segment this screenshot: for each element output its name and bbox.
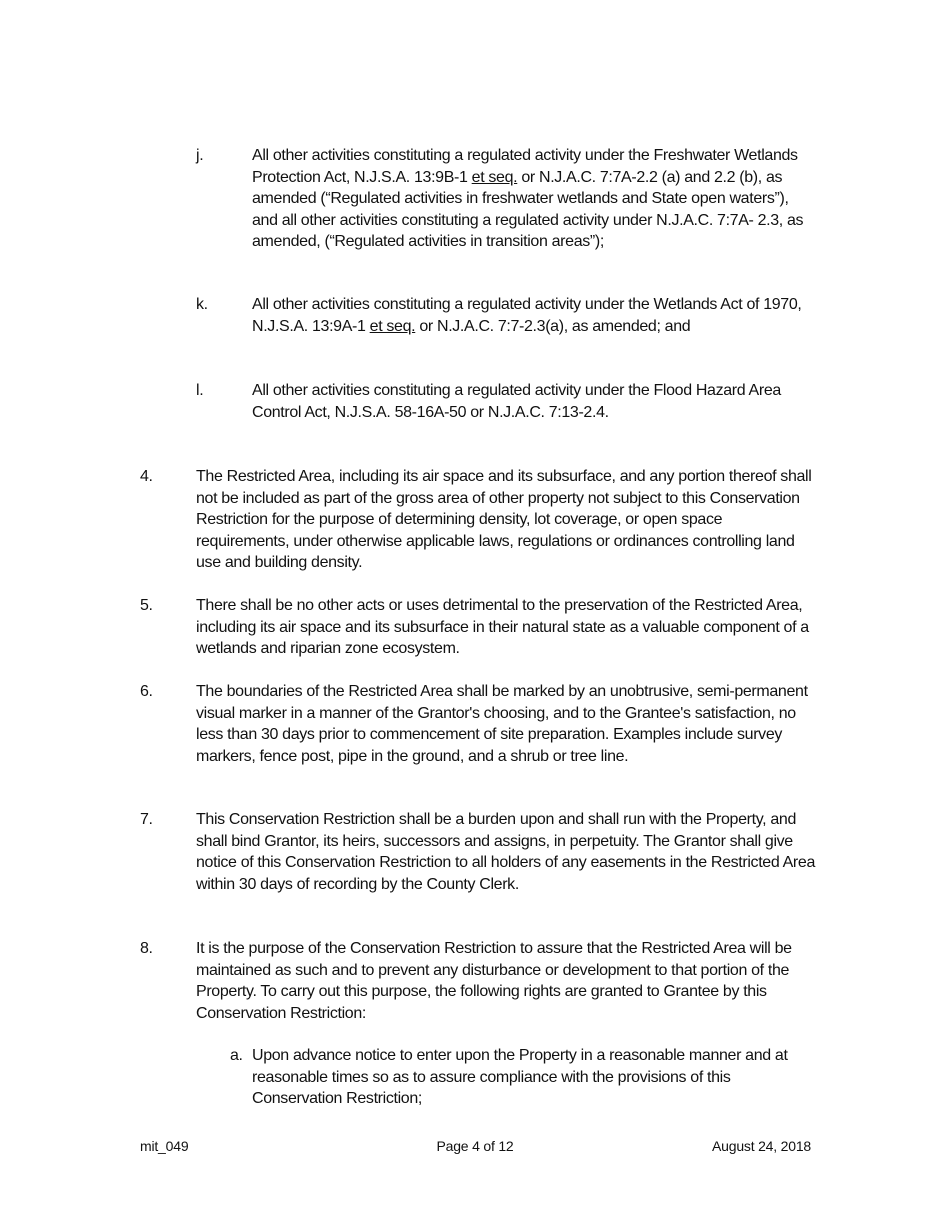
subitem-label: a. bbox=[230, 1047, 243, 1064]
subitem-text: All other activities constituting a regulated activity under the Wetlands Act of 1970, N.J.S.A. 13:9A-1 et seq. or N.J.A.C. 7:7-2.3(a), as amended; and bbox=[252, 296, 802, 335]
item-number: 8. bbox=[140, 940, 153, 957]
et-seq-emphasis: et seq. bbox=[369, 317, 416, 335]
subitem-label: l. bbox=[196, 382, 204, 399]
item-number: 4. bbox=[140, 468, 153, 485]
item-number: 6. bbox=[140, 683, 153, 700]
item-text: The boundaries of the Restricted Area shall be marked by an unobtrusive, semi-permanent visual marker in a manner of the Grantor's choosing, and to the Grantee's satisfaction, no less than 30 days prior to commencement of site preparation. Examples include survey markers, fence post, pipe in the ground, and a shrub or tree line. bbox=[196, 683, 808, 765]
item-text: There shall be no other acts or uses detrimental to the preservation of the Restricted Area, including its air space and its subsurface in their natural state as a valuable component of a wetlands and riparian zone ecosystem. bbox=[196, 597, 809, 658]
footer-page-number: Page 4 of 12 bbox=[436, 1138, 514, 1154]
subitem-text: All other activities constituting a regulated activity under the Flood Hazard Area Control Act, N.J.S.A. 58-16A-50 or N.J.A.C. 7:13-2.4. bbox=[252, 382, 781, 421]
item-text: This Conservation Restriction shall be a burden upon and shall run with the Property, and shall bind Grantor, its heirs, successors and assigns, in perpetuity. The Grantor shall give notice of this Conservation Restriction to all holders of any easements in the Restricted Area within 30 days of recording by the County Clerk. bbox=[196, 811, 815, 893]
subitem-text: All other activities constituting a regulated activity under the Freshwater Wetlands Protection Act, N.J.S.A. 13:9B-1 et seq. or N.J.A.C. 7:7A-2.2 (a) and 2.2 (b), as amended (“Regulated activities in freshwater wetlands and State open waters”), and all other activities constituting a regulated activity under N.J.A.C. 7:7A- 2.3, as amended, (“Regulated activities in transition areas”); bbox=[252, 147, 804, 251]
subitem-text: Upon advance notice to enter upon the Property in a reasonable manner and at reasonable times so as to assure compliance with the provisions of this Conservation Restriction; bbox=[252, 1047, 788, 1108]
item-number: 7. bbox=[140, 811, 153, 828]
footer-doc-id: mit_049 bbox=[140, 1138, 189, 1154]
subitem-label: j. bbox=[196, 147, 204, 164]
item-number: 5. bbox=[140, 597, 153, 614]
subitem-label: k. bbox=[196, 296, 208, 313]
et-seq-emphasis: et seq. bbox=[471, 168, 518, 186]
item-text: It is the purpose of the Conservation Restriction to assure that the Restricted Area will be maintained as such and to prevent any disturbance or development to that portion of the Property. To carry out this purpose, the following rights are granted to Grantee by this Conservation Restriction: bbox=[196, 940, 792, 1022]
item-text: The Restricted Area, including its air space and its subsurface, and any portion thereof shall not be included as part of the gross area of other property not subject to this Conservation Restriction for the purpose of determining density, lot coverage, or open space requirements, under otherwise applicable laws, regulations or ordinances controlling land use and building density. bbox=[196, 468, 812, 572]
footer-date: August 24, 2018 bbox=[712, 1138, 811, 1154]
